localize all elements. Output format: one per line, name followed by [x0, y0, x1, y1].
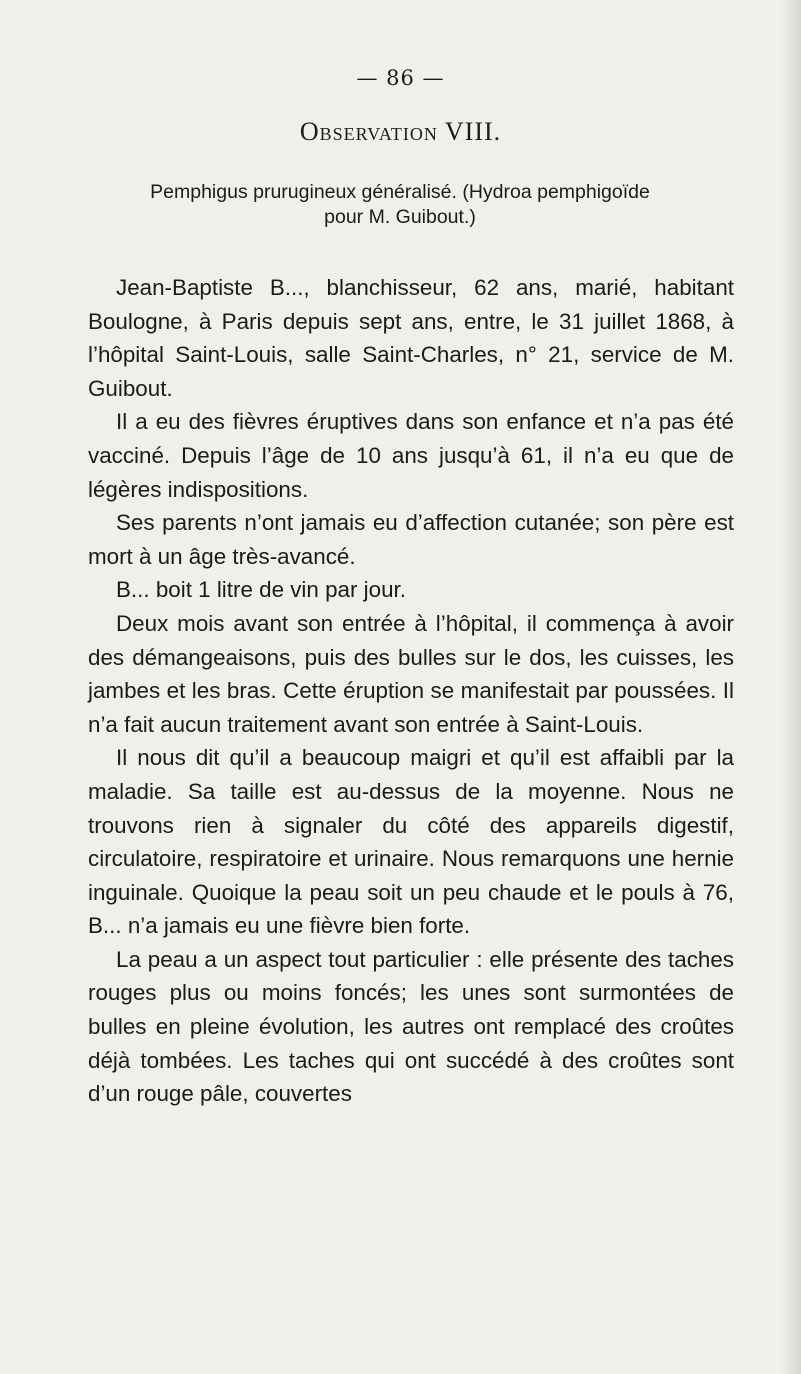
paragraph-1: Jean-Baptiste B..., blanchisseur, 62 ans, marié, habitant Boulogne, à Paris depuis sept ans, entre, le 31 juillet 1868, à l’hôpital Saint-Louis, salle Saint-Charles, n° 21, service de M. Guibout.: [88, 275, 734, 401]
paragraph-2: Il a eu des fièvres éruptives dans son enfance et n’a pas été vacciné. Depuis l’âge de 10 ans jusqu’à 61, il n’a eu que de légères indispositions.: [88, 409, 734, 502]
paragraph-7: La peau a un aspect tout particulier : elle présente des taches rouges plus ou moins foncés; les unes sont surmontées de bulles en pleine évolution, les autres ont remplacé des croûtes déjà tombées. Les taches qui ont succédé à des croûtes sont d’un rouge pâle, couvertes: [88, 946, 734, 1107]
body-text: [88, 271, 734, 1111]
observation-subtitle: Pemphigus prurugineux généralisé. (Hydroa pemphigoïde pour M. Guibout.): [150, 181, 650, 228]
observation-title: Observation VIII.: [299, 117, 502, 146]
paragraph-3: Ses parents n’ont jamais eu d’affection cutanée; son père est mort à un âge très-avancé.: [88, 510, 734, 569]
paragraph-6: Il nous dit qu’il a beaucoup maigri et qu’il est affaibli par la maladie. Sa taille est au-dessus de la moyenne. Nous ne trouvons rien à signaler du côté des appareils digestif, circulatoire, respiratoire et urinaire. Nous remarquons une hernie inguinale. Quoique la peau soit un peu chaude et le pouls à 76, B... n’a jamais eu une fièvre bien forte.: [88, 745, 734, 939]
paragraph-5: Deux mois avant son entrée à l’hôpital, il commença à avoir des démangeaisons, puis des bulles sur le dos, les cuisses, les jambes et les bras. Cette éruption se manifestait par poussées. Il n’a fait aucun traitement avant son entrée à Saint-Louis.: [88, 610, 734, 737]
paragraph-4: B... boit 1 litre de vin par jour.: [116, 577, 406, 603]
page-number: — 86 —: [356, 66, 445, 90]
page-edge-shadow: [781, 0, 801, 1374]
